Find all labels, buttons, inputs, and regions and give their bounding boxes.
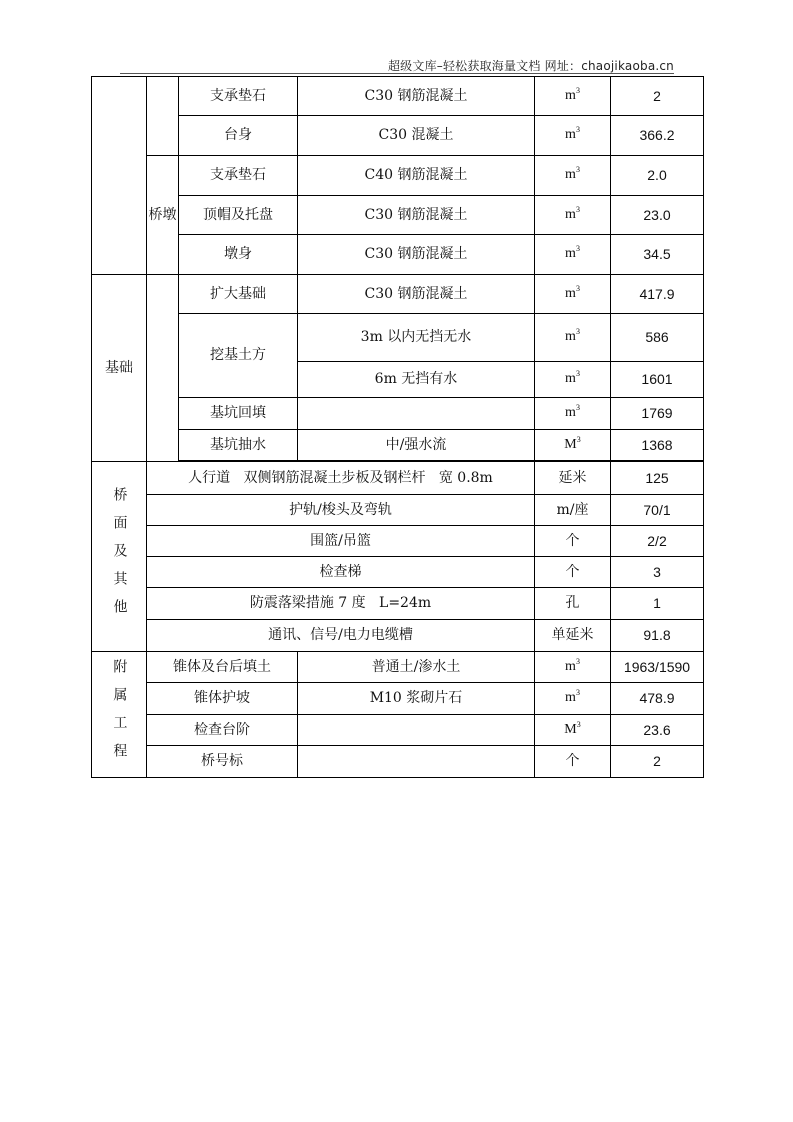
desc-cell: 围篮/吊篮: [147, 526, 535, 557]
unit-cell: $m^3$: [535, 362, 611, 398]
subgroup-cell-foundation: [147, 275, 179, 462]
quantity-cell: 478.9: [611, 683, 704, 715]
quantity-cell: 417.9: [611, 275, 704, 314]
spec-cell: [298, 398, 535, 430]
item-cell: 锥体护坡: [147, 683, 298, 715]
subgroup-cell-abutment: [147, 77, 179, 156]
unit-cell: m/座: [535, 495, 611, 526]
table-row: [92, 196, 704, 235]
unit-cell: 孔: [535, 588, 611, 620]
item-cell: 挖基土方: [179, 314, 298, 398]
unit-cell: $m^3$: [535, 652, 611, 683]
item-cell: 顶帽及托盘: [179, 196, 298, 235]
spec-cell: 中/强水流: [298, 430, 535, 461]
table-row: [92, 462, 704, 495]
quantity-cell: 2.0: [611, 156, 704, 196]
unit-cell: $m^3$: [535, 314, 611, 362]
spec-cell: [298, 715, 535, 746]
quantity-cell: 70/1: [611, 495, 704, 526]
quantity-cell: 2: [611, 77, 704, 116]
quantity-cell: 1601: [611, 362, 704, 398]
quantity-cell: 23.6: [611, 715, 704, 746]
unit-cell: $m^3$: [535, 196, 611, 235]
item-cell: 基坑回填: [179, 398, 298, 430]
spec-cell: 6m 无挡有水: [298, 362, 535, 398]
group-label-foundation: 基础: [92, 275, 147, 462]
unit-cell: 延米: [535, 462, 611, 495]
table-row: [92, 235, 704, 275]
table-row: [92, 683, 704, 715]
item-cell: 检查台阶: [147, 715, 298, 746]
spec-cell: C40 钢筋混凝土: [298, 156, 535, 196]
item-cell: 台身: [179, 116, 298, 156]
desc-cell: 防震落梁措施 7 度 L=24m: [147, 588, 535, 620]
quantity-cell: 125: [611, 462, 704, 495]
quantity-cell: 1: [611, 588, 704, 620]
desc-cell: 检查梯: [147, 557, 535, 588]
spec-cell: C30 钢筋混凝土: [298, 275, 535, 314]
table-row: [92, 746, 704, 778]
quantity-cell: 34.5: [611, 235, 704, 275]
item-cell: 支承垫石: [179, 156, 298, 196]
unit-cell: $m^3$: [535, 77, 611, 116]
unit-cell: $m^3$: [535, 275, 611, 314]
item-cell: 支承垫石: [179, 77, 298, 116]
table-row: [92, 314, 704, 362]
table-row: [92, 620, 704, 652]
unit-cell: 个: [535, 557, 611, 588]
quantity-cell: 23.0: [611, 196, 704, 235]
table-row: [92, 156, 704, 196]
table-row: [92, 652, 704, 683]
table-row: [92, 588, 704, 620]
spec-cell: C30 钢筋混凝土: [298, 77, 535, 116]
table-row: [92, 398, 704, 430]
unit-cell: $m^3$: [535, 156, 611, 196]
quantity-cell: 1368: [611, 430, 704, 461]
table-row: [92, 275, 704, 314]
unit-cell: $m^3$: [535, 683, 611, 715]
unit-cell: 个: [535, 526, 611, 557]
spec-cell: M10 浆砌片石: [298, 683, 535, 715]
quantity-cell: 1963/1590: [611, 652, 704, 683]
spec-cell: 3m 以内无挡无水: [298, 314, 535, 362]
quantity-cell: 3: [611, 557, 704, 588]
table-row: [92, 116, 704, 156]
table-row: [92, 526, 704, 557]
item-cell: 锥体及台后填土: [147, 652, 298, 683]
group-cell-abutment: [92, 77, 147, 275]
table-row: [92, 715, 704, 746]
desc-cell: 人行道 双侧钢筋混凝土步板及钢栏杆 宽 0.8m: [147, 462, 535, 495]
table-row: [92, 77, 704, 116]
quantity-cell: 366.2: [611, 116, 704, 156]
spec-cell: 普通土/渗水土: [298, 652, 535, 683]
spec-cell: C30 钢筋混凝土: [298, 196, 535, 235]
item-cell: 墩身: [179, 235, 298, 275]
table-row: [92, 430, 704, 461]
unit-cell: $m^3$: [535, 235, 611, 275]
item-cell: 基坑抽水: [179, 430, 298, 461]
unit-cell: $m^3$: [535, 116, 611, 156]
quantity-cell: 2: [611, 746, 704, 778]
unit-cell: $m^3$: [535, 398, 611, 430]
item-cell: 桥号标: [147, 746, 298, 778]
spec-cell: C30 钢筋混凝土: [298, 235, 535, 275]
spec-cell: C30 混凝土: [298, 116, 535, 156]
quantity-cell: 586: [611, 314, 704, 362]
group-label-attached: 附属工程: [92, 652, 147, 778]
unit-cell: 单延米: [535, 620, 611, 652]
quantity-table: [91, 76, 704, 778]
unit-cell: 个: [535, 746, 611, 778]
group-label-deck: 桥面及其他: [92, 462, 147, 652]
group-label-pier: 桥墩: [147, 156, 179, 275]
quantity-cell: 1769: [611, 398, 704, 430]
unit-cell: $M^3$: [535, 715, 611, 746]
header-rule: [120, 73, 674, 74]
unit-cell: $M^3$: [535, 430, 611, 461]
quantity-cell: 91.8: [611, 620, 704, 652]
desc-cell: 通讯、信号/电力电缆槽: [147, 620, 535, 652]
table-row: [92, 495, 704, 526]
page-header: 超级文库–轻松获取海量文档 网址：chaojikaoba.cn: [387, 59, 674, 73]
desc-cell: 护轨/梭头及弯轨: [147, 495, 535, 526]
quantity-cell: 2/2: [611, 526, 704, 557]
spec-cell: [298, 746, 535, 778]
table-row: [92, 557, 704, 588]
item-cell: 扩大基础: [179, 275, 298, 314]
